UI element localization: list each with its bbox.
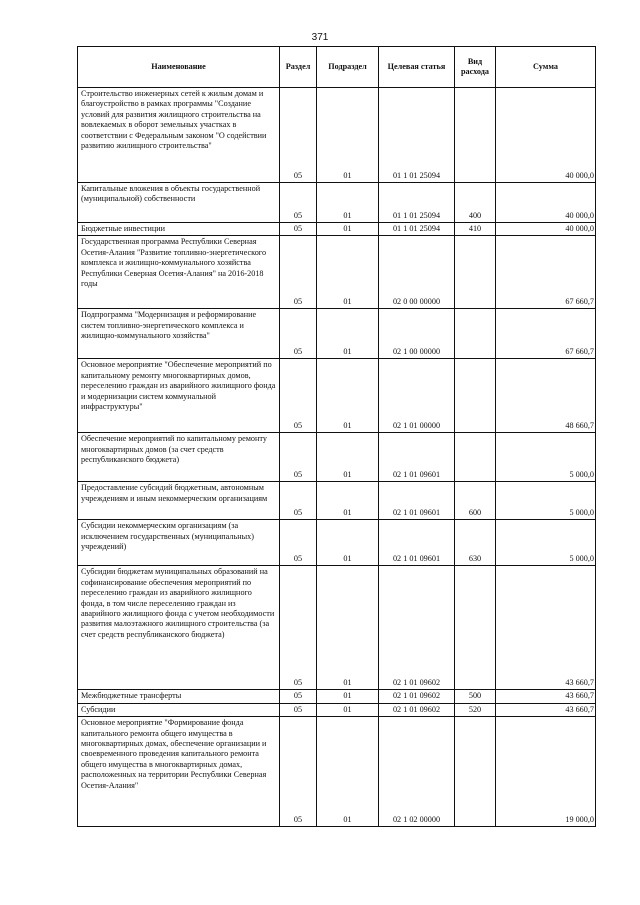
- row-amount: 67 660,7: [496, 236, 596, 309]
- row-section: 05: [280, 433, 317, 482]
- row-section: 05: [280, 236, 317, 309]
- row-section: 05: [280, 223, 317, 236]
- row-type: 400: [455, 183, 496, 223]
- row-article: 02 0 00 00000: [379, 236, 455, 309]
- row-name: Государственная программа Республики Северная Осетия-Алания "Развитие топливно-энергетического комплекса и жилищно-коммунального хозяйства Республики Северная Осетия-Алания" на 2016-2018 годы: [78, 236, 280, 309]
- header-amount: Сумма: [496, 47, 596, 88]
- row-subsection: 01: [317, 690, 379, 703]
- table-row: [78, 88, 596, 183]
- row-type: [455, 566, 496, 690]
- row-section: 05: [280, 566, 317, 690]
- row-subsection: 01: [317, 520, 379, 566]
- table-row: [78, 236, 596, 309]
- row-subsection: 01: [317, 88, 379, 183]
- table-row: [78, 223, 596, 236]
- table-row: [78, 703, 596, 716]
- row-article: 01 1 01 25094: [379, 88, 455, 183]
- row-name: Субсидии бюджетам муниципальных образований на софинансирование обеспечения мероприятий по переселению граждан из аварийного жилищного фонда, в том числе переселению граждан из аварийного жилищного фонда с учетом необходимости развития малоэтажного жилищного строительства (за счет средств республиканского бюджета): [78, 566, 280, 690]
- row-amount: 5 000,0: [496, 520, 596, 566]
- row-amount: 40 000,0: [496, 223, 596, 236]
- table-row: [78, 433, 596, 482]
- row-amount: 67 660,7: [496, 309, 596, 359]
- row-name: Строительство инженерных сетей к жилым домам и благоустройство в рамках программы "Создание условий для развития жилищного строительства на вовлекаемых в оборот земельных участках в соответствии с Федеральным законом "О содействии развитию жилищного строительства": [78, 88, 280, 183]
- row-name: Основное мероприятие "Обеспечение мероприятий по капитальному ремонту многоквартирных домов, переселению граждан из аварийного жилищного фонда и модернизации систем коммунальной инфраструктуры": [78, 359, 280, 433]
- table-row: [78, 359, 596, 433]
- row-amount: 5 000,0: [496, 482, 596, 520]
- row-name: Субсидии некоммерческим организациям (за исключением государственных (муниципальных) учреждений): [78, 520, 280, 566]
- row-amount: 5 000,0: [496, 433, 596, 482]
- header-expense-type: Вид расхода: [455, 47, 496, 88]
- row-subsection: 01: [317, 482, 379, 520]
- row-section: 05: [280, 703, 317, 716]
- row-article: 02 1 01 00000: [379, 359, 455, 433]
- row-name: Обеспечение мероприятий по капитальному ремонту многоквартирных домов (за счет средств республиканского бюджета): [78, 433, 280, 482]
- row-type: [455, 433, 496, 482]
- row-subsection: 01: [317, 223, 379, 236]
- row-name: Межбюджетные трансферты: [78, 690, 280, 703]
- row-type: 500: [455, 690, 496, 703]
- row-article: 02 1 01 09601: [379, 520, 455, 566]
- row-amount: 40 000,0: [496, 88, 596, 183]
- row-section: 05: [280, 183, 317, 223]
- row-article: 02 1 02 00000: [379, 717, 455, 827]
- row-subsection: 01: [317, 236, 379, 309]
- row-name: Бюджетные инвестиции: [78, 223, 280, 236]
- row-article: 02 1 01 09602: [379, 703, 455, 716]
- header-name: Наименование: [78, 47, 280, 88]
- row-type: [455, 359, 496, 433]
- row-type: 520: [455, 703, 496, 716]
- table-row: [78, 717, 596, 827]
- row-article: 02 1 01 09601: [379, 433, 455, 482]
- row-type: 600: [455, 482, 496, 520]
- row-subsection: 01: [317, 433, 379, 482]
- table-row: [78, 520, 596, 566]
- budget-table: [77, 46, 596, 827]
- row-section: 05: [280, 359, 317, 433]
- row-type: [455, 309, 496, 359]
- row-type: 630: [455, 520, 496, 566]
- row-name: Предоставление субсидий бюджетным, автономным учреждениям и иным некоммерческим организациям: [78, 482, 280, 520]
- row-article: 02 1 00 00000: [379, 309, 455, 359]
- header-subsection: Подраздел: [317, 47, 379, 88]
- row-article: 02 1 01 09601: [379, 482, 455, 520]
- row-type: [455, 717, 496, 827]
- row-section: 05: [280, 88, 317, 183]
- row-type: 410: [455, 223, 496, 236]
- row-subsection: 01: [317, 703, 379, 716]
- row-section: 05: [280, 717, 317, 827]
- table-row: [78, 309, 596, 359]
- row-amount: 43 660,7: [496, 703, 596, 716]
- row-subsection: 01: [317, 566, 379, 690]
- row-name: Основное мероприятие "Формирование фонда капитального ремонта общего имущества в многоквартирных домах, обеспечение организации и своевременного проведения капитального ремонта общего имущества в многоквартирных домах, расположенных на территории Республики Северная Осетия-Алания": [78, 717, 280, 827]
- table-row: [78, 482, 596, 520]
- row-article: 02 1 01 09602: [379, 566, 455, 690]
- row-name: Субсидии: [78, 703, 280, 716]
- row-amount: 19 000,0: [496, 717, 596, 827]
- row-article: 01 1 01 25094: [379, 183, 455, 223]
- row-type: [455, 88, 496, 183]
- table-row: [78, 183, 596, 223]
- row-article: 01 1 01 25094: [379, 223, 455, 236]
- row-section: 05: [280, 690, 317, 703]
- row-subsection: 01: [317, 717, 379, 827]
- row-type: [455, 236, 496, 309]
- row-subsection: 01: [317, 309, 379, 359]
- header-section: Раздел: [280, 47, 317, 88]
- table-row: [78, 690, 596, 703]
- row-amount: 48 660,7: [496, 359, 596, 433]
- table-header-row: [78, 47, 596, 88]
- row-subsection: 01: [317, 359, 379, 433]
- row-amount: 43 660,7: [496, 690, 596, 703]
- row-amount: 43 660,7: [496, 566, 596, 690]
- page-number: 371: [311, 32, 329, 43]
- table-row: [78, 566, 596, 690]
- header-target-article: Целевая статья: [379, 47, 455, 88]
- row-amount: 40 000,0: [496, 183, 596, 223]
- row-section: 05: [280, 309, 317, 359]
- row-name: Подпрограмма "Модернизация и реформирование систем топливно-энергетического комплекса и жилищно-коммунального хозяйства": [78, 309, 280, 359]
- row-name: Капитальные вложения в объекты государственной (муниципальной) собственности: [78, 183, 280, 223]
- row-subsection: 01: [317, 183, 379, 223]
- row-section: 05: [280, 482, 317, 520]
- row-section: 05: [280, 520, 317, 566]
- row-article: 02 1 01 09602: [379, 690, 455, 703]
